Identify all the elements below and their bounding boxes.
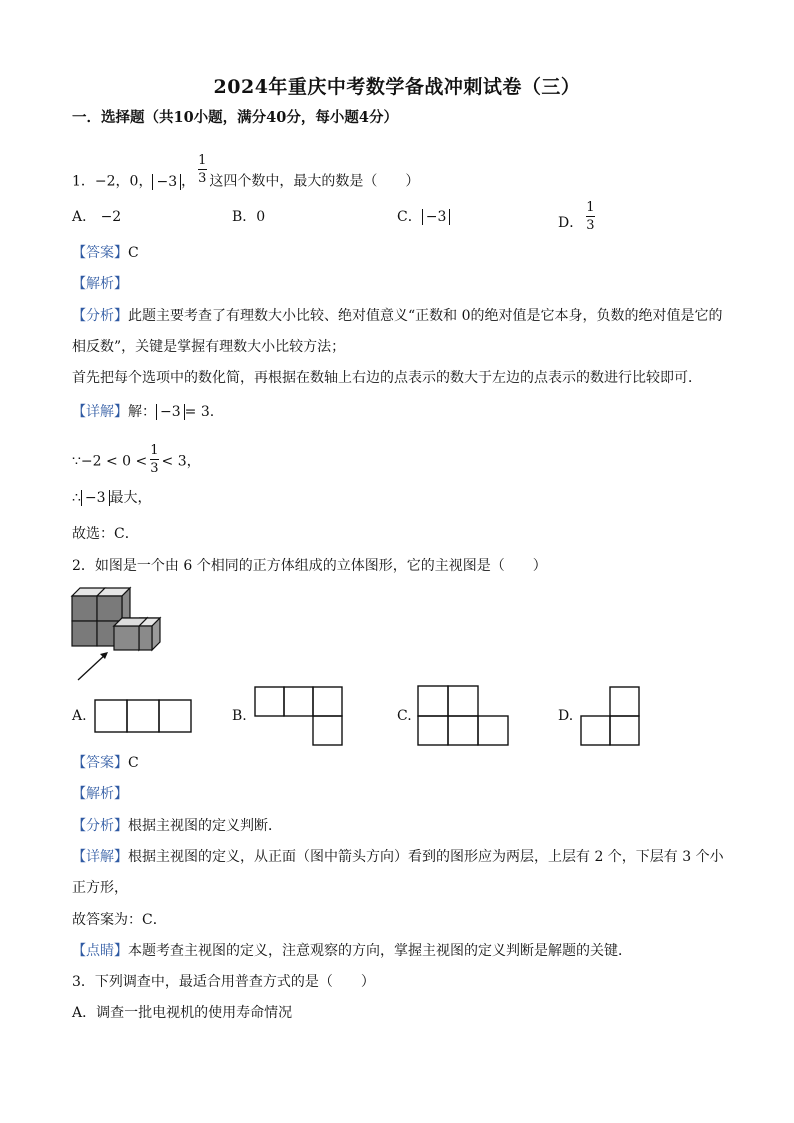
q2-option-c-label: C. — [397, 708, 412, 724]
q3-stem: 3．下列调查中，最适合用普查方式的是（ ） — [72, 974, 375, 990]
q2-fenxi: 【分析】根据主视图的定义判断． — [72, 818, 282, 834]
q1-therefore: ∴ −3 最大， — [72, 490, 152, 506]
q2-option-d-label: D. — [558, 708, 574, 724]
q1-option-d: D． $\frac{1}{3}$ — [558, 200, 595, 233]
q2-stem: 2．如图是一个由 6 个相同的正方体组成的立体图形，它的主视图是（ ） — [72, 558, 547, 574]
page-title: 2024年重庆中考数学备战冲刺试卷（三） — [213, 76, 581, 98]
q3-option-a: A．调查一批电视机的使用寿命情况 — [72, 1005, 293, 1021]
q1-analysis-heading: 【解析】 — [72, 276, 128, 292]
q1-stem: 1．−2，0， −3 ， $\frac{1}{3}$ 这四个数中，最大的数是（ ） — [72, 153, 420, 190]
abs-value: −3 — [152, 174, 181, 190]
q2-option-c-figure — [417, 685, 509, 746]
q2-answer-line: 故答案为：C． — [72, 912, 167, 928]
q1-fenxi-method: 首先把每个选项中的数化简，再根据在数轴上右边的点表示的数大于左边的点表示的数进行比较即可． — [72, 370, 702, 386]
q1-detail: 【详解】解： −3 = 3. — [72, 404, 215, 420]
q2-detail: 【详解】根据主视图的定义，从正面（图中箭头方向）看到的图形应为两层，上层有 2 个，下层有 3 个小 — [72, 849, 724, 865]
q2-detail-cont: 正方形， — [72, 880, 128, 896]
q1-choice: 故选：C． — [72, 526, 139, 542]
q2-option-a-figure — [94, 699, 192, 733]
fraction: $\frac{1}{3}$ — [198, 153, 207, 186]
q2-option-a-label: A. — [72, 708, 87, 724]
q2-option-b-label: B. — [232, 708, 247, 724]
section-heading: 一．选择题（共10小题，满分40分，每小题4分） — [72, 109, 398, 126]
q1-because: ∵−2 < 0 < $\frac{1}{3}$ < 3， — [72, 443, 201, 476]
q1-option-c: C． −3 — [397, 207, 450, 227]
q2-analysis-heading: 【解析】 — [72, 786, 128, 802]
cube-figure — [60, 582, 170, 682]
q1-answer: 【答案】C — [72, 245, 139, 261]
q1-option-b: B．0 — [232, 209, 266, 225]
q2-option-d-figure — [580, 686, 640, 746]
q1-fenxi-cont: 相反数”，关键是掌握有理数大小比较方法； — [72, 339, 346, 355]
q1-option-a: A． −2 — [72, 209, 122, 225]
q1-fenxi: 【分析】此题主要考查了有理数大小比较、绝对值意义“正数和 0的绝对值是它本身，负数的绝对值是它的 — [72, 308, 723, 324]
q2-answer: 【答案】C — [72, 755, 139, 771]
q2-option-b-figure — [254, 686, 344, 746]
q2-dianjing: 【点睛】本题考查主视图的定义，注意观察的方向，掌握主视图的定义判断是解题的关键． — [72, 943, 632, 959]
